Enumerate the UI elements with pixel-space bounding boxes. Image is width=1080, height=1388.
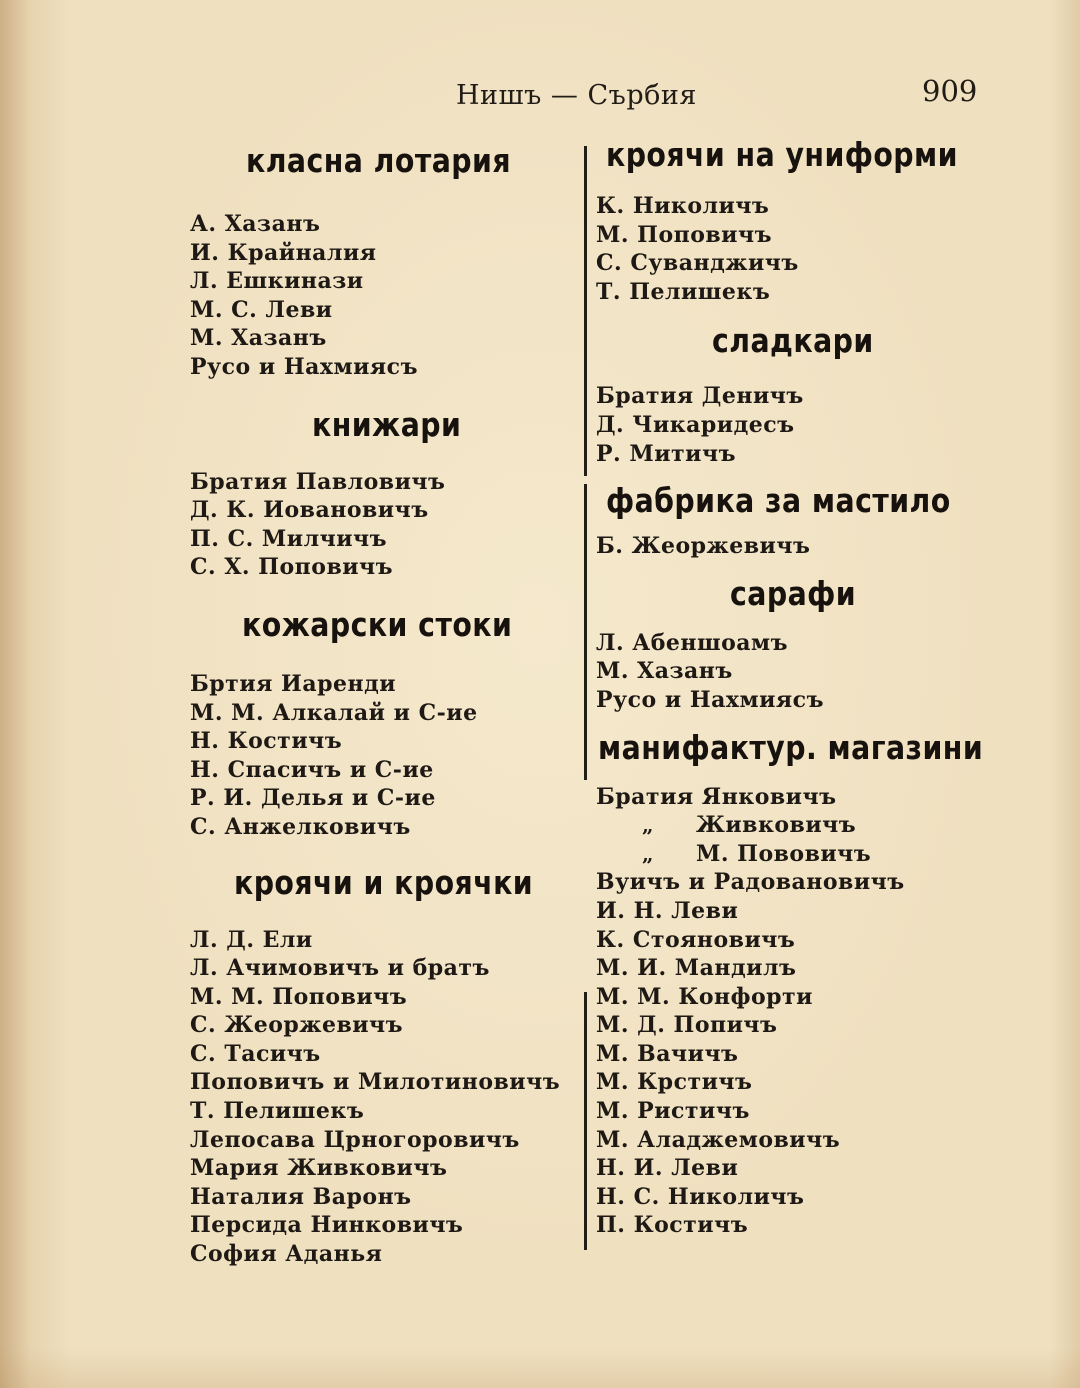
- list-item: Т. Пелишекъ: [190, 1098, 365, 1125]
- section-heading: манифактур. магазини: [598, 727, 984, 767]
- list-item: [596, 840, 1036, 869]
- list-item: Л. Абеншоамъ: [596, 629, 789, 656]
- list-item: София Аданья: [190, 1241, 383, 1268]
- section-heading: кроячи и кроячки: [234, 862, 534, 902]
- list-item: Т. Пелишекъ: [596, 278, 771, 305]
- list-item: Д. Чикаридесъ: [596, 411, 795, 438]
- entry-list: [596, 532, 1036, 561]
- list-item: Л. Ачимовичъ и братъ: [190, 955, 490, 982]
- list-item: Л. Ешкинази: [190, 268, 364, 295]
- list-item: С. Тасичъ: [190, 1040, 321, 1067]
- section-heading: класна лотария: [246, 141, 511, 180]
- list-item: М. М. Поповичъ: [190, 983, 408, 1010]
- list-item: И. Н. Леви: [596, 897, 739, 924]
- section-kozharski-stoki: [190, 604, 565, 646]
- right-column: [596, 134, 1036, 1240]
- entry-list: [596, 192, 1036, 306]
- entry-list: [190, 210, 565, 382]
- entry-list: [596, 783, 1036, 1241]
- list-item: Братия Павловичъ: [190, 468, 446, 495]
- section-sladkari: [596, 320, 1036, 362]
- section-knizhari: [190, 404, 565, 446]
- entry-list: [190, 468, 565, 582]
- column-rule: [584, 146, 587, 476]
- list-item: Р. Митичъ: [596, 440, 736, 467]
- section-kroyachi-i-kroyachki: [190, 862, 565, 904]
- list-item: Н. С. Николичъ: [596, 1183, 805, 1210]
- running-title: Нишъ — Сърбия: [456, 80, 697, 111]
- list-item: И. Крайналия: [190, 239, 377, 266]
- list-item: М. Крстичъ: [596, 1069, 753, 1096]
- list-item: М. Поповичъ: [596, 221, 772, 248]
- list-item: М. И. Мандилъ: [596, 955, 797, 982]
- list-item: К. Стояновичъ: [596, 926, 796, 953]
- entry-list: [190, 926, 565, 1269]
- list-item: Персида Нинковичъ: [190, 1212, 464, 1239]
- page-number: 909: [922, 74, 978, 108]
- list-item: С. Суванджичъ: [596, 250, 799, 277]
- list-item: П. Костичъ: [596, 1212, 749, 1239]
- entry-list: [596, 629, 1036, 715]
- section-kroyachi-na-uniformi: [596, 134, 1036, 176]
- list-item: Л. Д. Ели: [190, 926, 313, 953]
- section-klasna-lotaria: [190, 140, 565, 182]
- left-column: [190, 140, 565, 1269]
- list-item: М. С. Леви: [190, 296, 333, 323]
- section-heading: фабрика за мастило: [606, 481, 951, 521]
- section-heading: сладкари: [712, 321, 874, 361]
- list-item: П. С. Милчичъ: [190, 525, 388, 552]
- list-item: Р. И. Делья и С-ие: [190, 785, 436, 812]
- list-item: Б. Жеоржевичъ: [596, 533, 811, 560]
- entry-list: [190, 670, 565, 842]
- entry-text: М. Пововичъ: [696, 840, 872, 867]
- list-item: Русо и Нахмиясъ: [596, 686, 824, 713]
- list-item: Братия Янковичъ: [596, 783, 837, 810]
- section-heading: кроячи на униформи: [606, 135, 958, 174]
- list-item: А. Хазанъ: [190, 211, 321, 237]
- section-heading: книжари: [312, 404, 462, 444]
- column-rule: [584, 992, 587, 1250]
- list-item: Вуичъ и Радовановичъ: [596, 869, 905, 896]
- list-item: Д. К. Иовановичъ: [190, 497, 429, 524]
- list-item: Н. И. Леви: [596, 1155, 739, 1182]
- list-item: Н. Костичъ: [190, 728, 343, 755]
- entry-list: [596, 382, 1036, 468]
- list-item: Мария Живковичъ: [190, 1155, 448, 1182]
- list-item: М. Ристичъ: [596, 1098, 750, 1125]
- list-item: К. Николичъ: [596, 193, 770, 219]
- list-item: М. Хазанъ: [190, 325, 327, 352]
- list-item: М. Хазанъ: [596, 658, 733, 685]
- section-sarafi: [596, 573, 1036, 615]
- list-item: Братия Деничъ: [596, 383, 804, 410]
- section-heading: кожарски стоки: [242, 604, 513, 644]
- list-item: М. Вачичъ: [596, 1040, 739, 1067]
- section-heading: сарафи: [730, 573, 857, 613]
- entry-text: Живковичъ: [696, 812, 857, 839]
- list-item: М. Д. Попичъ: [596, 1012, 778, 1039]
- list-item: М. М. Алкалай и С-ие: [190, 699, 478, 726]
- section-fabrika-za-mastilo: [596, 480, 1036, 522]
- list-item: Русо и Нахмиясъ: [190, 353, 418, 380]
- list-item: [596, 811, 1036, 840]
- ditto-mark: „: [642, 813, 655, 838]
- ditto-mark: „: [642, 841, 655, 866]
- list-item: Лепосава Црногоровичъ: [190, 1126, 520, 1153]
- section-manifaktur-magazini: [596, 727, 1036, 769]
- column-rule: [584, 484, 587, 780]
- list-item: Н. Спасичъ и С-ие: [190, 756, 434, 783]
- list-item: С. Жеоржевичъ: [190, 1012, 404, 1039]
- list-item: М. Аладжемовичъ: [596, 1126, 841, 1153]
- list-item: С. Анжелковичъ: [190, 813, 411, 840]
- list-item: С. Х. Поповичъ: [190, 554, 394, 581]
- list-item: Поповичъ и Милотиновичъ: [190, 1069, 561, 1096]
- list-item: Наталия Варонъ: [190, 1183, 412, 1210]
- list-item: М. М. Конфорти: [596, 983, 813, 1010]
- list-item: Бртия Иаренди: [190, 670, 397, 697]
